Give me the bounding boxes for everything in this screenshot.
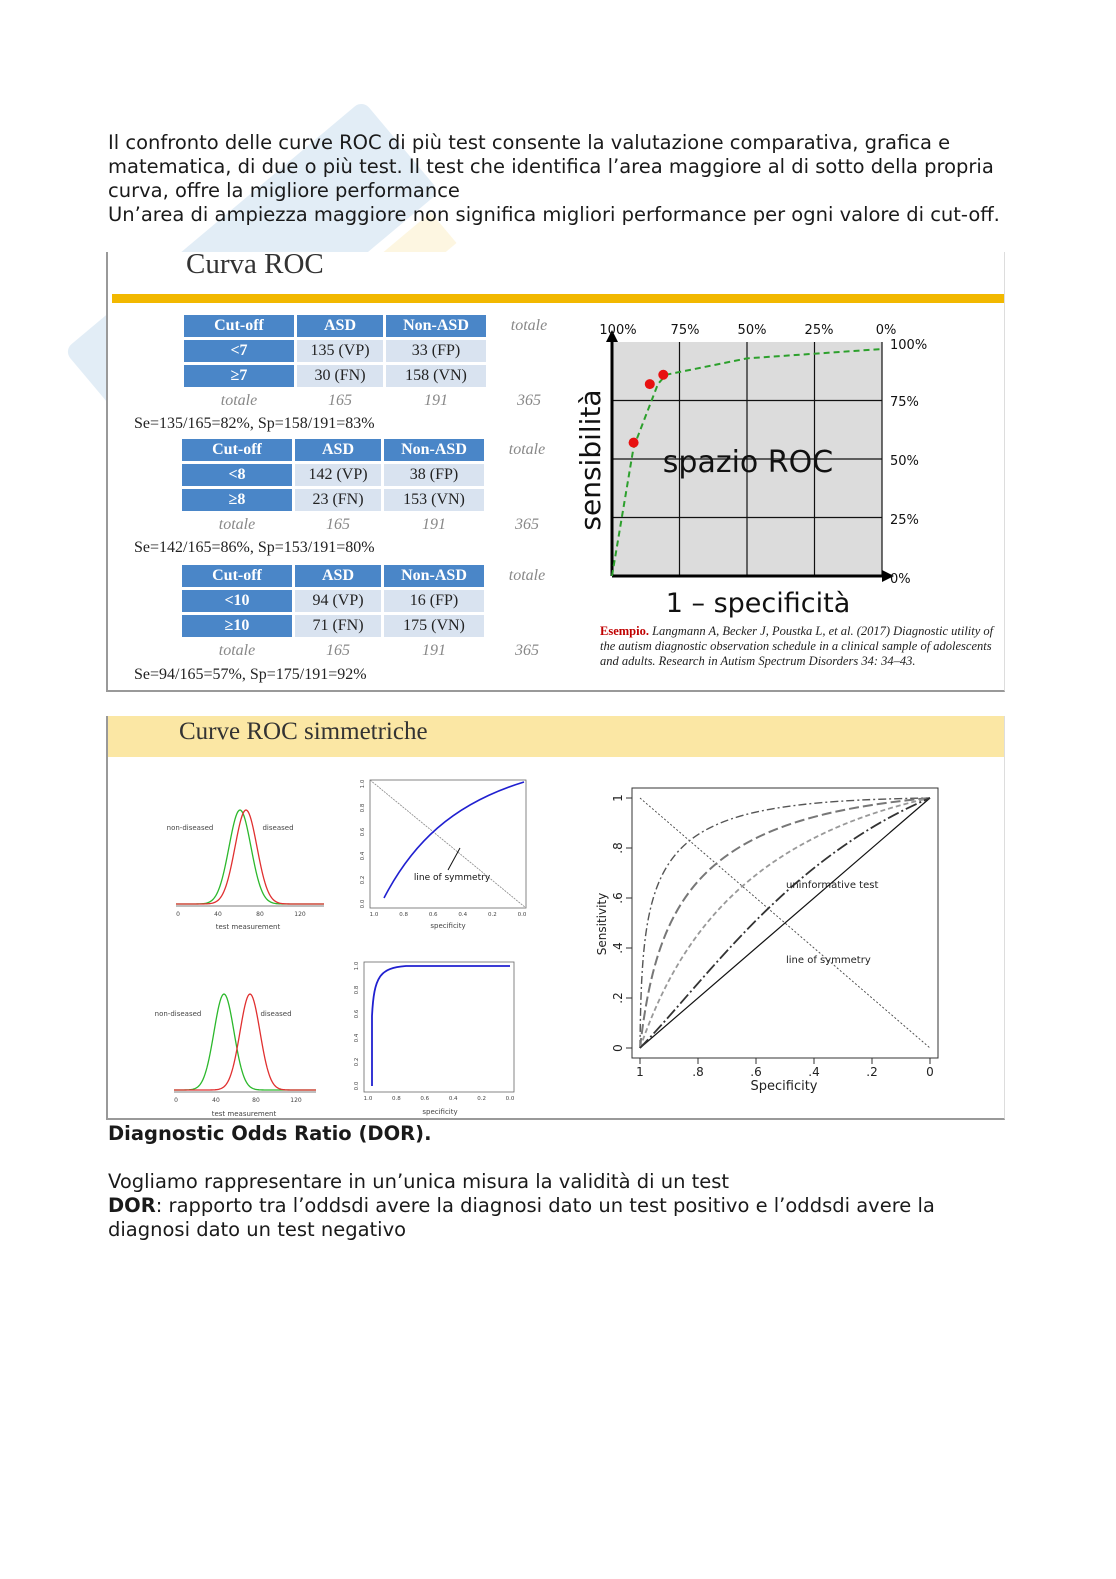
roc-top-annotation: line of symmetry (413, 873, 491, 883)
table1-summary: Se=135/165=82%, Sp=158/191=83% (134, 415, 375, 432)
table1-row2-asd: 30 (FN) (297, 365, 383, 387)
example-citation (600, 624, 996, 669)
intro-paragraph-1: Il confronto delle curve ROC di più test consente la valutazione comparativa, grafica e matematica, di due o più test. Il test che identifica l’area maggiore al di sotto della propria curva, offre la migliore performance (108, 131, 994, 202)
distribution-bottom-tick-0: 0 (174, 1097, 178, 1104)
roc-small-xtick: 0.0 (517, 912, 527, 918)
roc-top-tick: 75% (670, 323, 700, 338)
roc-small-ytick: 0.2 (354, 1057, 360, 1067)
roc-small-ytick: 0.8 (360, 803, 366, 813)
roc-cutoff-marker (658, 370, 668, 380)
slide2-title: Curve ROC simmetriche (179, 718, 428, 745)
roc-x-label: 1 – specificità (665, 588, 851, 619)
roc-small-ytick: 0.8 (354, 985, 360, 995)
roc-small-xtick: 0.2 (477, 1096, 486, 1102)
table2-header-asd: ASD (295, 439, 381, 461)
roc-small-xtick: 0.6 (420, 1096, 430, 1102)
roc-large-xtick: 1 (636, 1065, 644, 1079)
roc-right-tick: 25% (890, 513, 919, 528)
roc-small-ytick: 1.0 (354, 961, 360, 971)
roc-large-symmetry-label: line of symmetry (786, 955, 871, 966)
distribution-top-tick-0: 0 (176, 911, 180, 918)
roc-small-xtick: 0.2 (488, 912, 497, 918)
distribution-bottom-tick-1: 40 (212, 1097, 220, 1104)
distribution-chart-top (164, 774, 334, 934)
distribution-bottom-nondiseased-curve (174, 994, 316, 1090)
roc-small-ytick: 0.0 (354, 1081, 360, 1091)
roc-large-ylabel: Sensitivity (595, 892, 609, 956)
roc-center-label: spazio ROC (662, 445, 834, 480)
example-label: Esempio. (600, 624, 649, 638)
table3-total-all: 365 (515, 642, 539, 659)
roc-small-ytick: 0.6 (360, 827, 366, 837)
roc-large-xtick: .2 (866, 1065, 878, 1079)
roc-small-ytick: 1.0 (360, 779, 366, 789)
roc-top-annotation-arrow (448, 848, 460, 870)
roc-y-label: sensibilità (574, 389, 607, 531)
roc-top-xlabel: specificity (430, 922, 466, 930)
roc-large-ytick: 0 (611, 1044, 625, 1052)
distribution-bottom-left-label: non-diseased (154, 1010, 202, 1018)
table1-row2-nonasd: 158 (VN) (386, 365, 486, 387)
table3-header-nonasd: Non-ASD (384, 565, 484, 587)
roc-large-ytick: .8 (611, 842, 625, 854)
roc-chart-large (588, 778, 998, 1108)
table2-row2-asd: 23 (FN) (295, 489, 381, 511)
slide1-title: Curva ROC (186, 248, 324, 280)
table3-total-nonasd: 191 (422, 642, 446, 659)
roc-small-xtick: 0.6 (428, 912, 438, 918)
table1-total-all: 365 (517, 392, 541, 409)
distribution-top-tick-3: 120 (294, 911, 306, 918)
roc-top-symmetry-line (370, 780, 526, 908)
table3-header-cutoff: Cut-off (182, 565, 292, 587)
roc-small-xtick: 0.0 (505, 1096, 515, 1102)
table1-total-nonasd: 191 (424, 392, 448, 409)
roc-right-tick: 75% (890, 395, 919, 410)
roc-large-ytick: .2 (611, 992, 625, 1004)
intro-paragraph-2: Un’area di ampiezza maggiore non significa migliori performance per ogni valore di cut-off. (108, 203, 1000, 226)
roc-large-xtick: .6 (750, 1065, 762, 1079)
distribution-top-right-label: diseased (262, 824, 294, 832)
roc-right-tick: 100% (890, 338, 928, 353)
roc-small-xtick: 0.4 (448, 1096, 458, 1102)
roc-large-ytick: 1 (611, 794, 625, 802)
distribution-top-tick-2: 80 (256, 911, 264, 918)
dor-term: DOR (108, 1194, 156, 1217)
contingency-table-2 (179, 436, 570, 539)
dor-heading: Diagnostic Odds Ratio (DOR). (108, 1122, 432, 1145)
roc-small-ytick: 0.2 (360, 875, 366, 885)
table3-row1-cutoff: <10 (182, 590, 292, 612)
dor-definition: : rapporto tra l’oddsdi avere la diagnosi dato un test positivo e l’oddsdi avere la diagnosi dato un test negativo (108, 1194, 935, 1241)
distribution-bottom-tick-3: 120 (290, 1097, 302, 1104)
table3-header-asd: ASD (295, 565, 381, 587)
roc-top-tick: 0% (875, 323, 897, 338)
roc-right-tick: 0% (890, 572, 911, 587)
distribution-chart-bottom (152, 958, 332, 1118)
table1-row1-cutoff: <7 (184, 340, 294, 362)
roc-small-ytick: 0.4 (354, 1033, 360, 1043)
roc-small-xtick: 1.0 (369, 912, 379, 918)
roc-large-uninformative-label: uninformative test (786, 880, 879, 891)
table2-row1-nonasd: 38 (FP) (384, 464, 484, 486)
distribution-top-xlabel: test measurement (215, 923, 281, 931)
roc-right-tick: 50% (890, 454, 919, 469)
table2-row1-cutoff: <8 (182, 464, 292, 486)
table1-row1-nonasd: 33 (FP) (386, 340, 486, 362)
roc-bottom-xlabel: specificity (422, 1108, 458, 1116)
roc-large-ytick: .6 (611, 892, 625, 904)
dor-paragraph-2 (108, 1194, 1008, 1242)
slide1-title-bar (112, 294, 1004, 303)
table3-total-asd: 165 (326, 642, 350, 659)
slide-curva-roc (106, 248, 1005, 692)
table2-total-nonasd: 191 (422, 516, 446, 533)
slide-curve-roc-simmetriche (106, 716, 1005, 1120)
table3-row2-cutoff: ≥10 (182, 615, 292, 637)
table3-row2-nonasd: 175 (VN) (384, 615, 484, 637)
roc-large-ytick: .4 (611, 942, 625, 954)
table2-header-totale: totale (508, 441, 546, 458)
roc-bottom-frame (364, 962, 514, 1092)
distribution-bottom-right-label: diseased (260, 1010, 292, 1018)
table1-total-label: totale (220, 392, 258, 409)
table1-total-asd: 165 (328, 392, 352, 409)
roc-small-xtick: 0.4 (458, 912, 468, 918)
table2-row1-asd: 142 (VP) (295, 464, 381, 486)
roc-top-tick: 50% (737, 323, 767, 338)
table1-header-asd: ASD (297, 315, 383, 337)
table2-row2-cutoff: ≥8 (182, 489, 292, 511)
table2-total-label: totale (218, 516, 256, 533)
roc-large-xlabel: Specificity (750, 1079, 818, 1094)
table1-row1-asd: 135 (VP) (297, 340, 383, 362)
table3-row1-asd: 94 (VP) (295, 590, 381, 612)
distribution-top-tick-1: 40 (214, 911, 222, 918)
table2-header-cutoff: Cut-off (182, 439, 292, 461)
roc-cutoff-marker (629, 438, 639, 448)
table2-total-asd: 165 (326, 516, 350, 533)
roc-chart-top (352, 774, 542, 934)
distribution-top-left-label: non-diseased (166, 824, 214, 832)
roc-large-xtick: .8 (692, 1065, 704, 1079)
table3-total-label: totale (218, 642, 256, 659)
roc-small-ytick: 0.0 (360, 899, 366, 909)
table2-total-all: 365 (515, 516, 539, 533)
roc-chart-bottom (346, 956, 530, 1118)
roc-large-xtick: .4 (808, 1065, 820, 1079)
roc-small-xtick: 0.8 (392, 1096, 401, 1102)
roc-top-tick: 25% (804, 323, 834, 338)
contingency-table-3 (179, 562, 570, 665)
distribution-bottom-xlabel: test measurement (211, 1110, 277, 1118)
table2-row2-nonasd: 153 (VN) (384, 489, 484, 511)
roc-small-ytick: 0.6 (354, 1009, 360, 1019)
table3-row2-asd: 71 (FN) (295, 615, 381, 637)
roc-top-tick: 100% (599, 323, 637, 338)
table1-header-cutoff: Cut-off (184, 315, 294, 337)
roc-small-xtick: 1.0 (363, 1096, 373, 1102)
roc-large-xtick: 0 (926, 1065, 934, 1079)
roc-small-xtick: 0.8 (399, 912, 408, 918)
roc-bottom-curve (372, 966, 510, 1086)
roc-small-ytick: 0.4 (360, 851, 366, 861)
table2-summary: Se=142/165=86%, Sp=153/191=80% (134, 539, 375, 556)
contingency-table-1 (181, 312, 572, 415)
table1-header-totale: totale (510, 317, 548, 334)
table2-header-nonasd: Non-ASD (384, 439, 484, 461)
table3-row1-nonasd: 16 (FP) (384, 590, 484, 612)
table3-summary: Se=94/165=57%, Sp=175/191=92% (134, 666, 367, 683)
roc-space-chart (572, 316, 1002, 626)
distribution-bottom-diseased-curve (174, 994, 316, 1090)
roc-cutoff-marker (645, 379, 655, 389)
table1-row2-cutoff: ≥7 (184, 365, 294, 387)
dor-paragraph-1: Vogliamo rappresentare in un’unica misura la validità di un test (108, 1170, 730, 1193)
distribution-bottom-tick-2: 80 (252, 1097, 260, 1104)
table3-header-totale: totale (508, 567, 546, 584)
table1-header-nonasd: Non-ASD (386, 315, 486, 337)
example-text: Langmann A, Becker J, Poustka L, et al. (2017) Diagnostic utility of the autism diagnostic observation schedule in a clinical sample of adolescents and adults. Research in Autism Spectrum Disorders 34: 34–43. (600, 624, 994, 668)
